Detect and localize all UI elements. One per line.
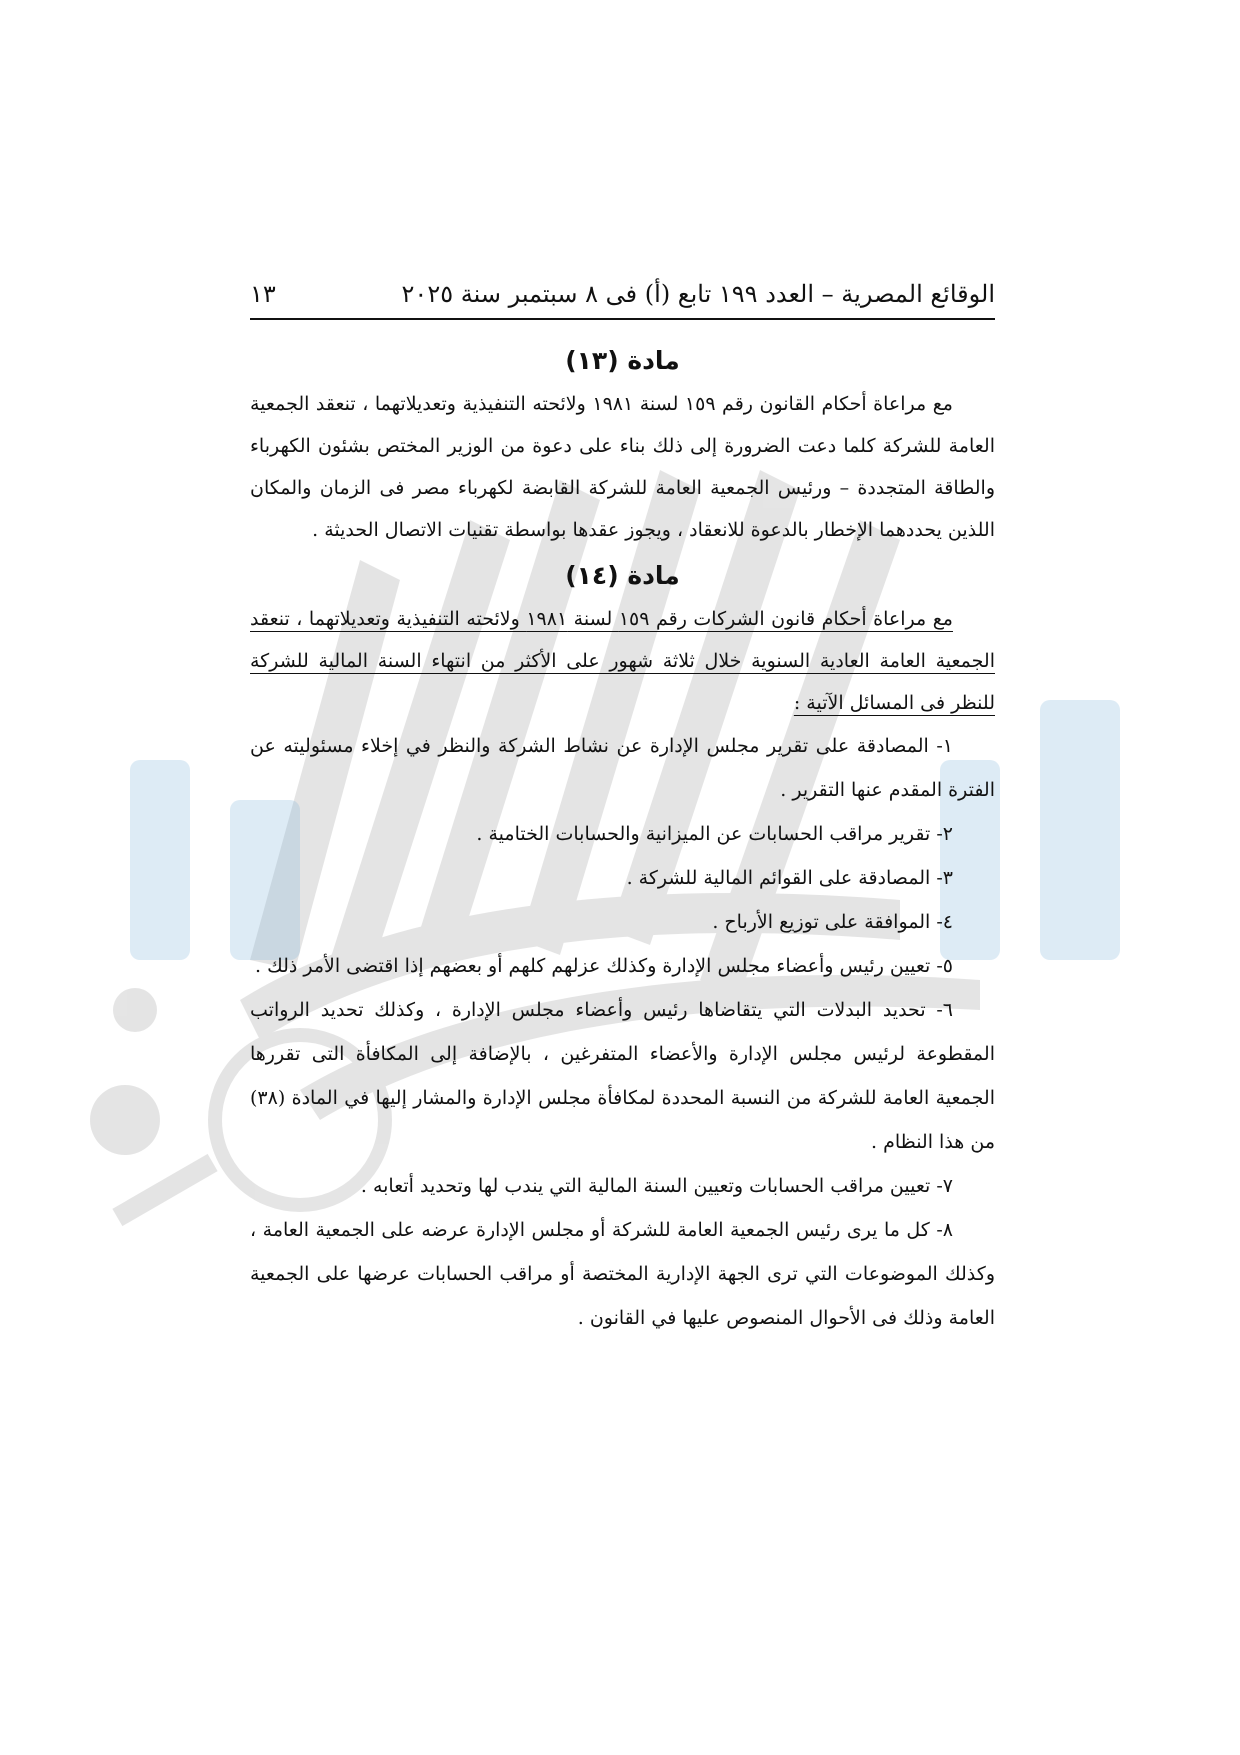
document-page	[250, 280, 995, 1340]
page-header	[250, 280, 995, 320]
article-14-intro: مع مراعاة أحكام قانون الشركات رقم ١٥٩ لسنة ١٩٨١ ولائحته التنفيذية وتعديلاتهما ، تنعقد الجمعية العامة العادية السنوية خلال ثلاثة شهور على الأكثر من انتهاء السنة المالية للشركة للنظر فى المسائل الآتية :	[250, 608, 995, 714]
article-14-item-2: ٢- تقرير مراقب الحسابات عن الميزانية والحسابات الختامية .	[476, 823, 953, 845]
header-title: الوقائع المصرية – العدد ١٩٩ تابع (أ) فى ٨ سبتمبر سنة ٢٠٢٥	[401, 280, 995, 308]
article-13-title: مادة (١٣)	[565, 346, 680, 375]
article-14-title: مادة (١٤)	[565, 561, 680, 590]
article-13-body: مع مراعاة أحكام القانون رقم ١٥٩ لسنة ١٩٨١ ولائحته التنفيذية وتعديلاتهما ، تنعقد الجمعية العامة للشركة كلما دعت الضرورة إلى ذلك بناء على دعوة من الوزير المختص بشئون الكهرباء والطاقة المتجددة – ورئيس الجمعية العامة للشركة القابضة لكهرباء مصر فى الزمان والمكان اللذين يحددهما الإخطار بالدعوة للانعقاد ، ويجوز عقدها بواسطة تقنيات الاتصال الحديثة .	[250, 393, 995, 541]
article-14-item-3: ٣- المصادقة على القوائم المالية للشركة .	[626, 867, 953, 889]
page-number: ١٣	[250, 280, 276, 308]
article-14-item-5: ٥- تعيين رئيس وأعضاء مجلس الإدارة وكذلك عزلهم كلهم أو بعضهم إذا اقتضى الأمر ذلك .	[254, 955, 953, 977]
article-14-item-6: ٦- تحديد البدلات التي يتقاضاها رئيس وأعضاء مجلس الإدارة ، وكذلك تحديد الرواتب المقطوعة لرئيس مجلس الإدارة والأعضاء المتفرغين ، بالإضافة إلى المكافأة التى تقررها الجمعية العامة للشركة من النسبة المحددة لمكافأة مجلس الإدارة والمشار إليها في المادة (٣٨) من هذا النظام .	[250, 999, 995, 1153]
article-14-item-7: ٧- تعيين مراقب الحسابات وتعيين السنة المالية التي يندب لها وتحديد أتعابه .	[360, 1175, 953, 1197]
article-14-item-1: ١- المصادقة على تقرير مجلس الإدارة عن نشاط الشركة والنظر في إخلاء مسئوليته عن الفترة المقدم عنها التقرير .	[250, 735, 995, 801]
article-14-item-8: ٨- كل ما يرى رئيس الجمعية العامة للشركة أو مجلس الإدارة عرضه على الجمعية العامة ، وكذلك الموضوعات التي ترى الجهة الإدارية المختصة أو مراقب الحسابات عرضها على الجمعية العامة وذلك فى الأحوال المنصوص عليها في القانون .	[250, 1219, 995, 1329]
article-14-item-4: ٤- الموافقة على توزيع الأرباح .	[712, 911, 953, 933]
